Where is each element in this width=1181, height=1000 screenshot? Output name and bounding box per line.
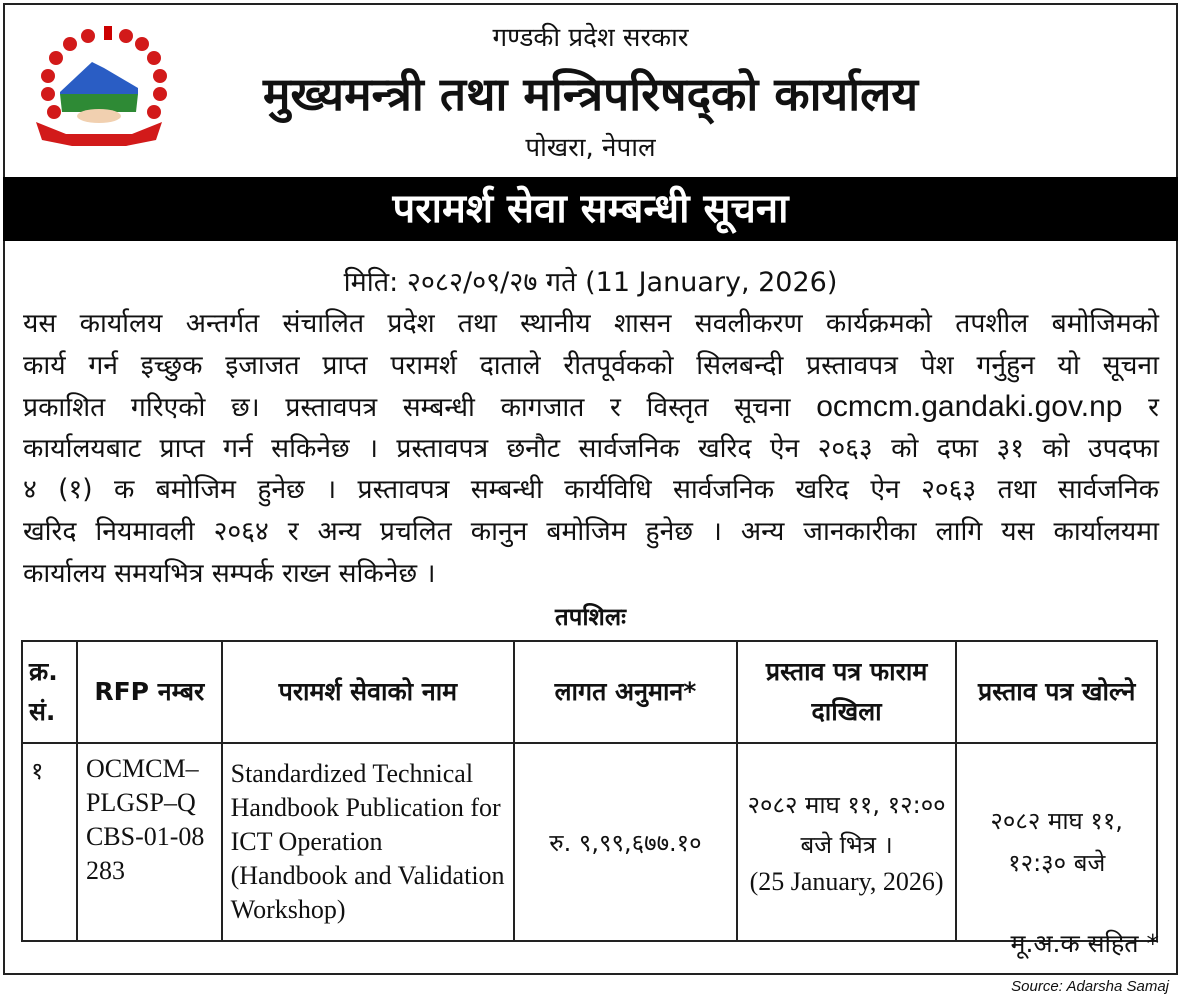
website-link[interactable]: ocmcm.gandaki.gov.np <box>816 390 1123 424</box>
body-line: कार्यालय समयभित्र सम्पर्क राख्न सकिनेछ । <box>23 557 436 589</box>
col-submission: प्रस्ताव पत्र फाराम दाखिला <box>737 641 957 743</box>
col-cost: लागत अनुमान* <box>514 641 737 743</box>
col-rfp: RFP नम्बर <box>77 641 222 743</box>
body-line: कार्य गर्न इच्छुक इजाजत प्राप्त परामर्श दाताले रीतपूर्वकको सिलबन्दी प्रस्तावपत्र पेश गर्नुहुन यो सूचना <box>23 349 1159 381</box>
notice-banner: परामर्श सेवा सम्बन्धी सूचना <box>3 177 1178 241</box>
header-location: पोखरा, नेपाल <box>525 133 656 163</box>
cell-cost: रु. ९,९९,६७७.१० <box>514 743 737 941</box>
table-row <box>22 743 1157 941</box>
body-line: यस कार्यालय अन्तर्गत संचालित प्रदेश तथा स्थानीय शासन सवलीकरण कार्यक्रमको तपशील बमोजिमको <box>23 308 1159 339</box>
col-opening: प्रस्ताव पत्र खोल्ने <box>956 641 1157 743</box>
submission-date-en: (25 January, 2026) <box>749 867 944 896</box>
cell-service-name: Standardized Technical Handbook Publication for ICT Operation (Handbook and Validation Workshop) <box>222 743 515 941</box>
body-line: ४ (१) क बमोजिम हुनेछ । प्रस्तावपत्र सम्बन्धी कार्यविधि सार्वजनिक खरिद ऐन २०६३ तथा सार्वजनिक <box>23 474 1159 506</box>
table-title: तपशिलः <box>555 603 626 631</box>
cell-opening: २०८२ माघ ११, १२:३० बजे <box>956 743 1157 941</box>
body-line: प्रकाशित गरिएको छ। प्रस्तावपत्र सम्बन्धी कागजात र विस्तृत सूचना ocmcm.gandaki.gov.np र <box>23 390 1159 424</box>
submission-date: २०८२ माघ ११, १२:०० बजे भित्र । <box>747 791 946 859</box>
source-credit: Source: Adarsha Samaj <box>1011 978 1169 995</box>
body-line: कार्यालयबाट प्राप्त गर्न सकिनेछ । प्रस्तावपत्र छनौट सार्वजनिक खरिद ऐन २०६३ को दफा ३१ को उपदफा <box>23 432 1159 464</box>
body-line: खरिद नियमावली २०६४ र अन्य प्रचलित कानुन बमोजिम हुनेछ । अन्य जानकारीका लागि यस कार्यालयमा <box>23 515 1159 547</box>
footnote: मू.अ.क सहित * <box>1010 929 1159 958</box>
details-table <box>21 640 1158 942</box>
notice-date: मिति: २०८२/०९/२७ गते (11 January, 2026) <box>343 267 838 298</box>
notice-body <box>23 303 1159 594</box>
cell-submission <box>737 743 957 941</box>
header-title: मुख्यमन्त्री तथा मन्त्रिपरिषद्को कार्यालय <box>262 67 918 121</box>
cell-rfp: OCMCM–PLGSP–QCBS-01-08283 <box>77 743 222 941</box>
header-subtitle: गण्डकी प्रदेश सरकार <box>492 23 689 53</box>
col-service-name: परामर्श सेवाको नाम <box>222 641 515 743</box>
col-serial: क्र. सं. <box>22 641 77 743</box>
table-header-row <box>22 641 1157 743</box>
cell-serial: १ <box>22 743 77 941</box>
